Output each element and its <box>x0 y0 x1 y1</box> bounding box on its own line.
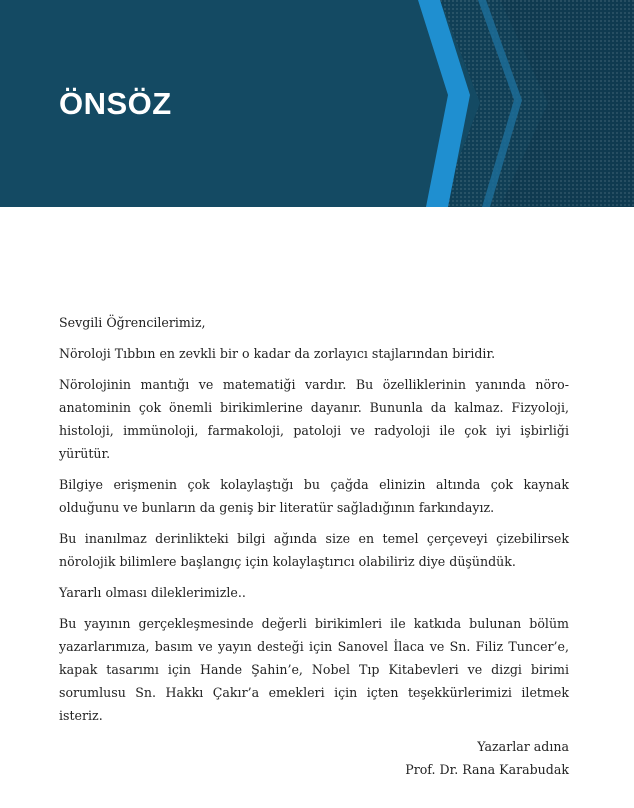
paragraph: Yararlı olması dileklerimizle.. <box>59 585 246 600</box>
paragraph: Bu yayının gerçekleşmesinde değerli birikimleri ile katkıda bulunan bölüm yazarlarımıza, basım ve yayın desteği için Sanovel İlaca ve Sn. Filiz Tuncer’e, kapak tasarımı için Hande Şahin’e, Nobel Tıp Kitabevleri ve dizgi birimi sorumlusu Sn. Hakkı Çakır’a emekleri için içten teşekkürlerimizi iletmek isteriz. <box>59 616 569 723</box>
paragraph: Bilgiye erişmenin çok kolaylaştığı bu çağda elinizin altında çok kaynak olduğunu ve bunların da geniş bir literatür sağladığının farkındayız. <box>59 477 569 515</box>
halftone-texture <box>440 0 634 207</box>
greeting-line: Sevgili Öğrencilerimiz, <box>59 315 206 330</box>
signature-block <box>59 735 569 781</box>
paragraph: Nörolojinin mantığı ve matematiği vardır. Bu özelliklerinin yanında nöro-anatominin çok önemli birikimlerine dayanır. Bununla da kalmaz. Fizyoloji, histoloji, immünoloji, farmakoloji, patoloji ve radyoloji ile çok iyi işbirliği yürütür. <box>59 377 569 461</box>
paragraph: Nöroloji Tıbbın en zevkli bir o kadar da zorlayıcı stajlarından biridir. <box>59 346 496 361</box>
signature-author-name: Prof. Dr. Rana Karabudak <box>405 762 569 777</box>
page-title: ÖNSÖZ <box>59 86 172 121</box>
preface-body <box>59 311 569 781</box>
signature-on-behalf: Yazarlar adına <box>477 739 569 754</box>
header-band <box>0 0 634 207</box>
paragraph: Bu inanılmaz derinlikteki bilgi ağında size en temel çerçeveyi çizebilirsek nörolojik bilimlere başlangıç için kolaylaştırıcı olabiliriz diye düşündük. <box>59 531 569 569</box>
